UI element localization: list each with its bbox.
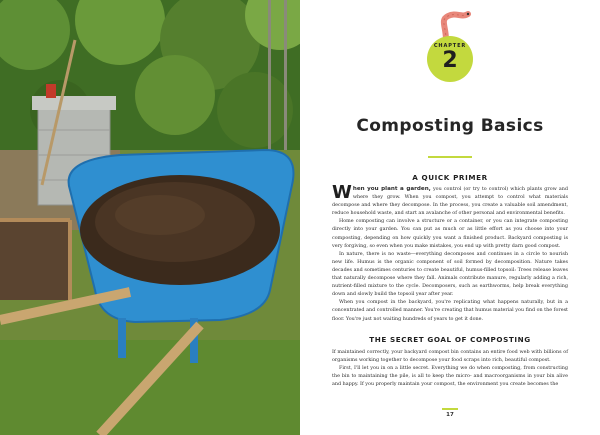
chapter-badge	[427, 36, 473, 82]
primer-paragraph-2: Home composting can involve a structure or a container, or you can integrate composting directly into your garden. You can put as much or as little effort as you choose into your composting, depending on how quickly you want a finished product. Backyard composting is very forgiving, so even when you make mistakes, you end up with pretty darn good compost.	[332, 218, 568, 249]
folio-divider	[442, 408, 458, 410]
page-number: 17	[446, 412, 454, 418]
secret-goal-paragraph-2: First, I'll let you in on a little secret. Everything we do when composting, from constructing the bin to maintaining the pile, is all to keep the micro- and macroorganisms in your bin alive and happy. If you properly maintain your compost, the environment you create becomes the	[332, 365, 568, 388]
section-heading-secret-goal: THE SECRET GOAL OF COMPOSTING	[369, 335, 531, 344]
chapter-label: CHAPTER	[433, 43, 467, 49]
primer-paragraph-1-text: you control (or try to control) which plants grow and where they grow. When you compost, you attempt to control what materials decompose and where they decompose. In the process, you create a valuable soil amendment, reduce household waste, and start an avalanche of other personal and environmental benefits.	[332, 186, 568, 217]
chapter-title: Composting Basics	[356, 116, 544, 136]
section-heading-primer: A QUICK PRIMER	[412, 173, 488, 182]
text-page	[300, 0, 600, 435]
chapter-number: 2	[442, 48, 458, 73]
lead-in-text: hen you plant a garden,	[352, 186, 431, 192]
title-divider	[428, 156, 472, 158]
primer-paragraph-1	[332, 182, 568, 217]
primer-paragraph-3: In nature, there is no waste—everything decomposes and continues in a circle to nourish new life. Humus is the organic component of soil formed by decomposition. Nature takes decades and sometimes centuries to create beautiful, humus-filled topsoil: Trees release leaves that naturally decompose where they fall. Animals contribute manure, regularly adding a rich, nutrient-filled mixture to the cycle. Decomposers, such as earthworms, help break everything down and slowly build the topsoil year after year.	[332, 250, 568, 298]
drop-cap: W	[332, 182, 352, 203]
primer-paragraph-4: When you compost in the backyard, you're replicating what happens naturally, but in a concentrated and controlled manner. You're creating that humus material you find on the forest floor. You're just not waiting hundreds of years to get it done.	[332, 299, 568, 322]
secret-goal-paragraph-1: If maintained correctly, your backyard compost bin contains an entire food web with billions of organisms working together to decompose your food scraps into rich, beautiful compost.	[332, 349, 568, 364]
primer-body	[332, 182, 568, 323]
secret-goal-body	[332, 348, 568, 388]
